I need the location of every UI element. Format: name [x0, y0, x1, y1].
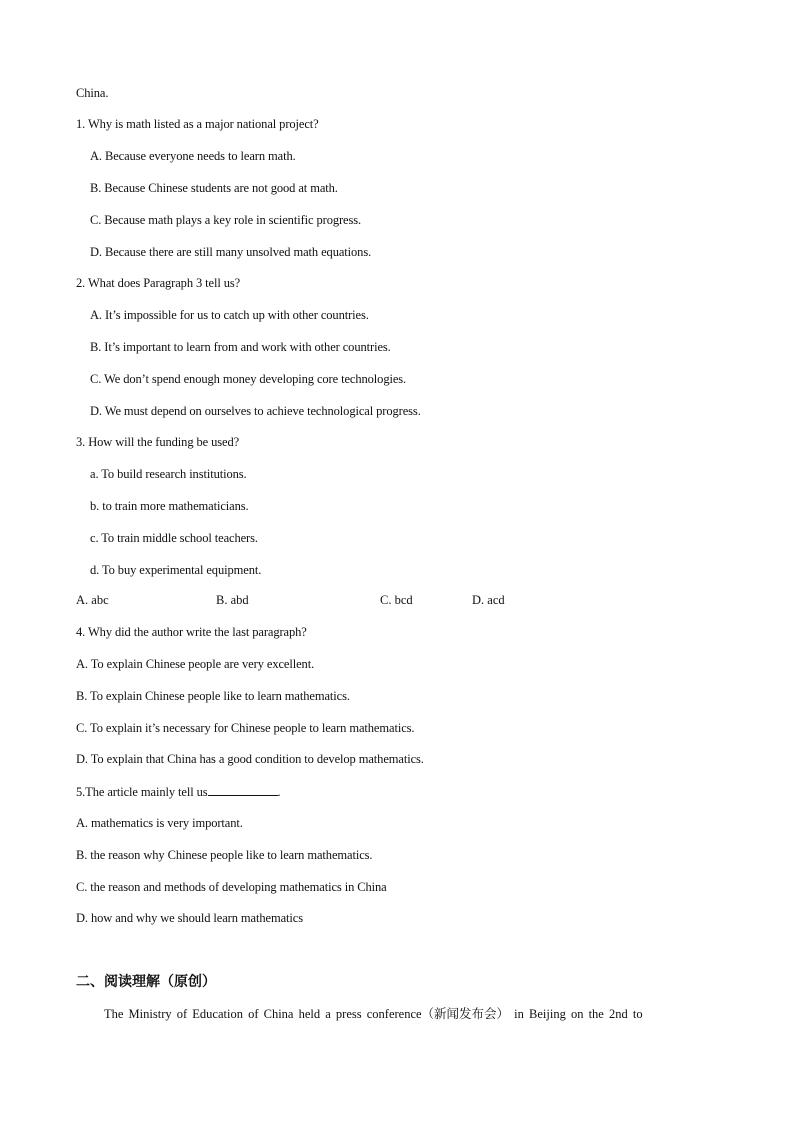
question-5-stem-line: [76, 783, 281, 800]
question-5-option-c: C. the reason and methods of developing mathematics in China: [76, 880, 387, 894]
answer-blank: [208, 783, 278, 796]
question-2-stem: 2. What does Paragraph 3 tell us?: [76, 276, 241, 290]
question-1-option-d: D. Because there are still many unsolved math equations.: [90, 245, 372, 259]
question-3-stem: 3. How will the funding be used?: [76, 435, 240, 449]
question-1-option-b: B. Because Chinese students are not good at math.: [90, 181, 338, 195]
question-5-option-b: B. the reason why Chinese people like to learn mathematics.: [76, 848, 373, 862]
question-1-option-c: C. Because math plays a key role in scientific progress.: [90, 213, 362, 227]
question-3-item-c: c. To train middle school teachers.: [90, 531, 258, 545]
question-2-option-a: A. It’s impossible for us to catch up with other countries.: [90, 308, 369, 322]
question-4-option-c: C. To explain it’s necessary for Chinese people to learn mathematics.: [76, 721, 415, 735]
question-2-option-c: C. We don’t spend enough money developing core technologies.: [90, 372, 407, 386]
question-2-option-d: D. We must depend on ourselves to achieve technological progress.: [90, 404, 421, 418]
question-2-option-b: B. It’s important to learn from and work with other countries.: [90, 340, 391, 354]
question-3-option-d: D. acd: [472, 593, 505, 607]
question-4-option-a: A. To explain Chinese people are very excellent.: [76, 657, 315, 671]
question-5-stem: 5.The article mainly tell us: [76, 785, 208, 799]
question-3-item-a: a. To build research institutions.: [90, 467, 247, 481]
passage-first-line: The Ministry of Education of China held a press conference（新闻发布会） in Beijing on the 2nd to: [104, 1007, 643, 1021]
continued-text: China.: [76, 86, 109, 100]
question-5-stem-end: .: [277, 785, 281, 799]
question-4-stem: 4. Why did the author write the last paragraph?: [76, 625, 307, 639]
question-3-option-a: A. abc: [76, 593, 109, 607]
question-1-option-a: A. Because everyone needs to learn math.: [90, 149, 296, 163]
question-5-option-d: D. how and why we should learn mathematics: [76, 911, 303, 925]
question-3-item-d: d. To buy experimental equipment.: [90, 563, 262, 577]
question-3-option-b: B. abd: [216, 593, 249, 607]
question-4-option-b: B. To explain Chinese people like to learn mathematics.: [76, 689, 350, 703]
section-heading: 二、阅读理解（原创）: [76, 974, 216, 990]
question-3-item-b: b. to train more mathematicians.: [90, 499, 249, 513]
question-5-option-a: A. mathematics is very important.: [76, 816, 243, 830]
question-1-stem: 1. Why is math listed as a major national project?: [76, 117, 319, 131]
question-3-option-c: C. bcd: [380, 593, 413, 607]
question-4-option-d: D. To explain that China has a good condition to develop mathematics.: [76, 752, 424, 766]
